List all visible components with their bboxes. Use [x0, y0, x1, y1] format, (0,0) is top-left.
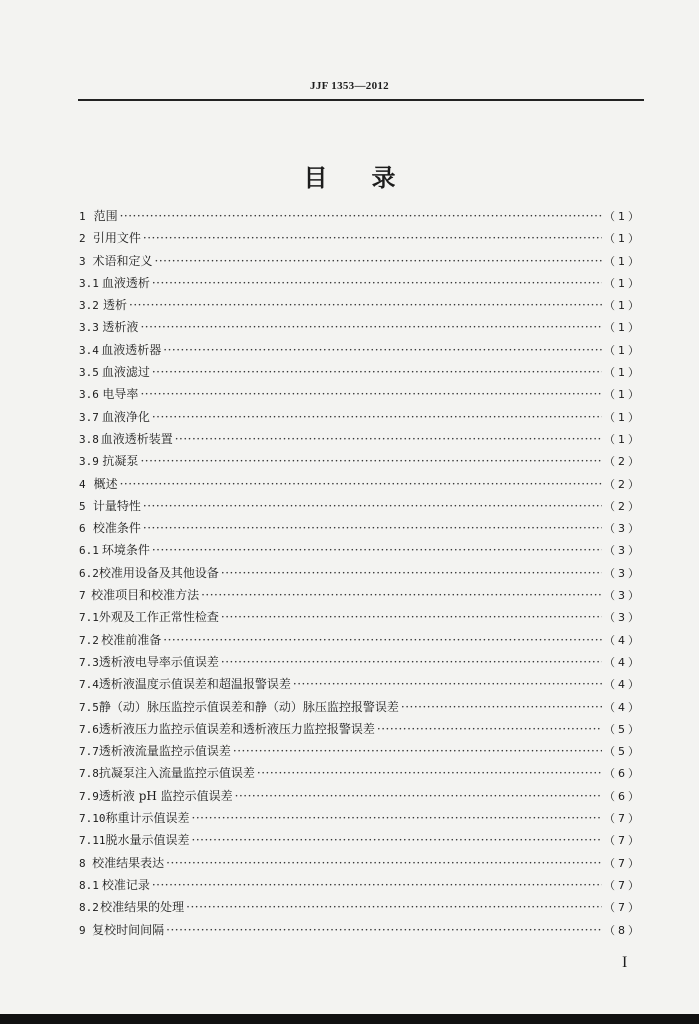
toc-leader-dots — [152, 874, 602, 896]
toc-leader-dots — [221, 562, 602, 584]
toc-leader-dots — [192, 807, 602, 829]
toc-entry[interactable] — [79, 495, 642, 517]
toc-entry-title: 校准条件 — [92, 521, 141, 536]
toc-entry[interactable] — [79, 406, 642, 428]
toc-entry-number: 7.3 — [79, 655, 99, 669]
toc-leader-dots — [163, 339, 602, 361]
toc-entry-number: 7 — [79, 589, 86, 603]
toc-entry-number: 7.2 — [79, 633, 99, 647]
toc-entry-page: （4） — [604, 633, 642, 647]
toc-entry[interactable] — [79, 629, 642, 651]
toc-entry-title: 校准记录 — [101, 877, 150, 892]
toc-entry[interactable] — [79, 696, 642, 718]
toc-entry-number: 6.1 — [79, 544, 99, 558]
toc-entry-page: （7） — [604, 812, 642, 826]
toc-entry[interactable] — [79, 606, 642, 628]
toc-entry-number: 8.2 — [79, 901, 99, 915]
toc-entry-number: 6.2 — [79, 566, 99, 580]
toc-entry[interactable] — [79, 874, 642, 896]
toc-leader-dots — [143, 227, 602, 249]
toc-entry-title: 外观及工作正常性检查 — [98, 610, 219, 625]
standard-code: JJF 1353—2012 — [310, 80, 389, 92]
toc-entry[interactable] — [79, 919, 642, 941]
toc-entry-title: 血液透析器 — [101, 342, 162, 357]
toc-leader-dots — [166, 919, 602, 941]
toc-leader-dots — [377, 718, 602, 740]
toc-leader-dots — [140, 450, 602, 472]
toc-entry-page: （7） — [604, 856, 642, 870]
toc-entry-page: （1） — [604, 410, 642, 424]
toc-entry-page: （4） — [604, 678, 642, 692]
toc-leader-dots — [186, 896, 602, 918]
toc-entry-page: （2） — [604, 455, 642, 469]
toc-entry-page: （1） — [604, 276, 642, 290]
toc-entry-title: 校准项目和校准方法 — [91, 588, 200, 603]
toc-entry-page: （6） — [604, 767, 642, 781]
toc-entry-number: 8.1 — [79, 878, 99, 892]
toc-entry-number: 3.2 — [79, 299, 99, 313]
toc-entry-title: 抗凝泵 — [102, 454, 139, 469]
toc-entry-number: 7.5 — [79, 700, 99, 714]
toc-entry-page: （4） — [604, 700, 642, 714]
toc-leader-dots — [163, 629, 602, 651]
toc-entry-page: （1） — [604, 388, 642, 402]
toc-entry-title: 环境条件 — [101, 543, 150, 558]
toc-entry[interactable] — [79, 539, 642, 561]
toc-entry-number: 7.11 — [79, 834, 106, 848]
toc-entry-title: 范围 — [93, 209, 118, 223]
toc-entry[interactable] — [79, 205, 642, 227]
toc-entry[interactable] — [79, 450, 642, 472]
toc-leader-dots — [152, 361, 602, 383]
toc-leader-dots — [166, 852, 602, 874]
toc-entry[interactable] — [79, 562, 642, 584]
toc-entry[interactable] — [79, 740, 642, 762]
toc-entry[interactable] — [79, 294, 642, 316]
toc-entry-number: 3.8 — [79, 432, 99, 446]
toc-entry-number: 3.3 — [79, 321, 99, 335]
toc-leader-dots — [140, 383, 602, 405]
toc-entry[interactable] — [79, 785, 642, 807]
toc-entry[interactable] — [79, 272, 642, 294]
toc-leader-dots — [140, 316, 602, 338]
toc-entry-page: （8） — [604, 923, 642, 937]
toc-leader-dots — [235, 785, 602, 807]
toc-entry-number: 3.9 — [79, 455, 99, 469]
toc-entry[interactable] — [79, 227, 642, 249]
toc-leader-dots — [257, 762, 602, 784]
toc-entry-title: 静（动）脉压监控示值误差和静（动）脉压监控报警误差 — [98, 699, 399, 714]
toc-entry-number: 3.7 — [79, 410, 99, 424]
toc-entry[interactable] — [79, 361, 642, 383]
toc-entry[interactable] — [79, 584, 642, 606]
toc-entry-page: （7） — [604, 878, 642, 892]
toc-entry-page: （4） — [604, 655, 642, 669]
toc-leader-dots — [293, 673, 602, 695]
toc-entry-number: 5 — [79, 499, 86, 513]
toc-entry-title: 复校时间间隔 — [92, 922, 165, 937]
toc-entry-title: 血液滤过 — [101, 365, 150, 380]
toc-entry-title: 透析液 — [102, 320, 139, 335]
toc-entry-page: （7） — [604, 834, 642, 848]
toc-entry[interactable] — [79, 852, 642, 874]
toc-leader-dots — [201, 584, 602, 606]
toc-entry-number: 7.10 — [79, 812, 106, 826]
toc-entry[interactable] — [79, 473, 642, 495]
toc-entry-title: 抗凝泵注入流量监控示值误差 — [98, 766, 255, 781]
toc-entry[interactable] — [79, 829, 642, 851]
page-title: 目录 — [303, 163, 440, 192]
toc-entry-title: 透析液流量监控示值误差 — [98, 744, 231, 759]
toc-entry-page: （1） — [604, 321, 642, 335]
toc-entry-page: （2） — [604, 499, 642, 513]
toc-entry-number: 3.5 — [79, 366, 99, 380]
toc-leader-dots — [233, 740, 602, 762]
toc-entry-title: 概述 — [93, 476, 118, 491]
toc-leader-dots — [143, 517, 602, 539]
toc-leader-dots — [221, 606, 602, 628]
toc-leader-dots — [192, 829, 602, 851]
toc-entry-number: 7.4 — [79, 678, 99, 692]
toc-entry-number: 7.1 — [79, 611, 99, 625]
toc-entry-number: 4 — [79, 477, 86, 491]
toc-entry-page: （5） — [604, 722, 642, 736]
toc-entry[interactable] — [79, 517, 642, 539]
toc-entry-number: 3.1 — [79, 276, 99, 290]
toc-entry-title: 透析液 pH 监控示值误差 — [98, 788, 233, 803]
toc-entry[interactable] — [79, 339, 642, 361]
toc-entry-number: 7.6 — [79, 722, 99, 736]
toc-entry-title: 引用文件 — [92, 231, 141, 246]
toc-entry-number: 7.9 — [79, 789, 99, 803]
toc-entry[interactable] — [79, 762, 642, 784]
toc-entry-page: （3） — [604, 522, 642, 536]
toc-entry-title: 校准结果的处理 — [100, 900, 185, 915]
toc-entry-title: 血液透析 — [101, 275, 150, 290]
toc-entry-title: 称重计示值误差 — [105, 811, 190, 826]
toc-leader-dots — [129, 294, 602, 316]
toc-leader-dots — [221, 651, 602, 673]
toc-entry[interactable] — [79, 250, 642, 272]
toc-leader-dots — [152, 539, 602, 561]
toc-leader-dots — [401, 696, 602, 718]
toc-entry-title: 校准前准备 — [101, 632, 162, 647]
toc-entry-number: 7.7 — [79, 745, 99, 759]
toc-entry-number: 3.6 — [79, 388, 99, 402]
toc-entry-page: （1） — [604, 366, 642, 380]
toc-entry-title: 血液透析装置 — [100, 431, 173, 446]
toc-entry-title: 透析液电导率示值误差 — [98, 654, 219, 669]
toc-entry-title: 电导率 — [102, 387, 139, 402]
toc-leader-dots — [120, 473, 602, 495]
toc-entry-page: （5） — [604, 745, 642, 759]
toc-entry-number: 2 — [79, 232, 86, 246]
toc-entry-page: （1） — [604, 210, 642, 223]
toc-leader-dots — [143, 495, 602, 517]
toc-entry-title: 透析 — [103, 298, 128, 313]
toc-entry[interactable] — [79, 673, 642, 695]
toc-entry-title: 血液净化 — [101, 409, 150, 424]
toc-entry-page: （3） — [604, 566, 642, 580]
toc-entry[interactable] — [79, 807, 642, 829]
toc-entry-title: 脱水量示值误差 — [105, 833, 190, 848]
toc-entry[interactable] — [79, 316, 642, 338]
toc-entry-page: （1） — [604, 254, 642, 268]
toc-entry-page: （1） — [604, 432, 642, 446]
toc-entry-page: （7） — [604, 901, 642, 915]
toc-entry-title: 术语和定义 — [92, 253, 153, 268]
toc-entry-page: （3） — [604, 589, 642, 603]
toc-entry-title: 透析液温度示值误差和超温报警误差 — [98, 677, 291, 692]
toc-entry-title: 校准结果表达 — [92, 855, 165, 870]
toc-entry-page: （1） — [604, 232, 642, 246]
toc-leader-dots — [152, 406, 602, 428]
toc-entry-number: 8 — [79, 856, 86, 870]
toc-entry[interactable] — [79, 428, 642, 450]
toc-entry-page: （3） — [604, 611, 642, 625]
toc-leader-dots — [155, 250, 602, 272]
toc-entry-number: 9 — [79, 923, 86, 937]
toc-entry-number: 3 — [79, 254, 86, 268]
table-of-contents — [79, 205, 642, 941]
toc-entry-number: 3.4 — [79, 343, 99, 357]
toc-entry-page: （3） — [604, 544, 642, 558]
toc-entry-page: （6） — [604, 789, 642, 803]
toc-entry-number: 7.8 — [79, 767, 99, 781]
toc-entry-number: 1 — [79, 210, 86, 223]
toc-leader-dots — [175, 428, 602, 450]
toc-entry-title: 透析液压力监控示值误差和透析液压力监控报警误差 — [98, 721, 375, 736]
toc-leader-dots — [120, 205, 602, 227]
toc-leader-dots — [152, 272, 602, 294]
toc-entry-page: （1） — [604, 299, 642, 313]
toc-entry[interactable] — [79, 383, 642, 405]
toc-entry-page: （2） — [604, 477, 642, 491]
toc-entry-title: 校准用设备及其他设备 — [98, 565, 219, 580]
toc-entry[interactable] — [79, 651, 642, 673]
toc-entry-title: 计量特性 — [92, 498, 141, 513]
scan-edge-bar — [0, 1014, 699, 1024]
toc-entry[interactable] — [79, 896, 642, 918]
page-number: I — [622, 954, 628, 971]
toc-entry-number: 6 — [79, 522, 86, 536]
header-rule — [78, 99, 644, 101]
toc-entry[interactable] — [79, 718, 642, 740]
toc-entry-page: （1） — [604, 343, 642, 357]
